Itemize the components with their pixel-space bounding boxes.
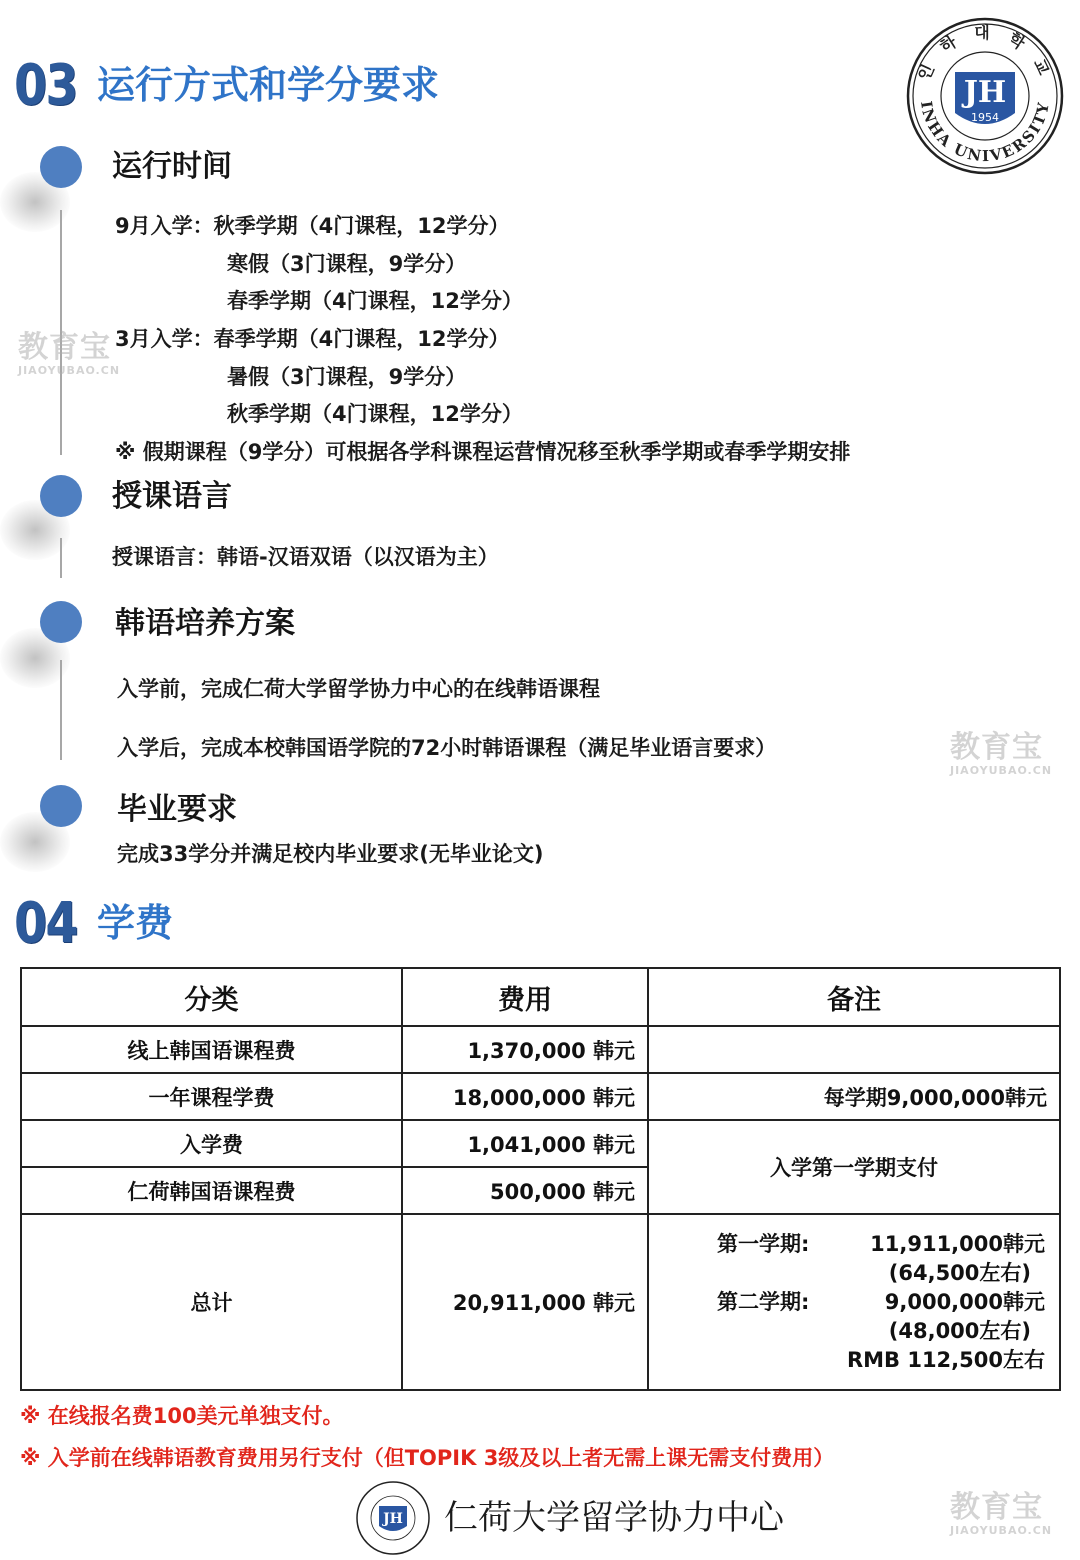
schedule-line: 春季学期（4门课程，12学分） [227,289,523,313]
bullet-icon [40,785,82,827]
header-category: 分类 [21,968,402,1026]
table-row [21,1120,1060,1167]
sem2-value: 9,000,000韩元 [884,1289,1045,1314]
schedule-note: ※ 假期课程（9学分）可根据各学科课程运营情况移至秋季学期或春季学期安排 [115,440,851,464]
sem1-rmb: (64,500左右) [888,1260,1031,1285]
korean-program-line: 入学前，完成仁荷大学留学协力中心的在线韩语课程 [117,677,600,701]
divider-line [60,660,62,760]
tuition-table [20,967,1061,1391]
cell-category: 入学费 [21,1120,402,1167]
korean-program-line: 入学后，完成本校韩国语学院的72小时韩语课程（满足毕业语言要求） [117,736,777,760]
sem1-label: 第一学期: [717,1231,810,1256]
graduation-heading: 毕业要求 [117,792,237,827]
footer-logo-emblem: JH [383,1511,403,1527]
korean-program-heading: 韩语培养方案 [115,606,295,641]
note-registration-fee: ※ 在线报名费100美元单独支付。 [20,1404,344,1428]
section-04-title: 学费 [97,901,174,945]
watermark-sub: JIAOYUBAO.CN [950,764,1053,777]
schedule-line: 9月入学：秋季学期（4门课程，12学分） [115,214,510,238]
schedule-line: 秋季学期（4门课程，12学分） [227,402,523,426]
total-note [648,1214,1060,1390]
logo-year: 1954 [971,111,999,124]
cell-category: 线上韩国语课程费 [21,1026,402,1073]
section-03-title: 运行方式和学分要求 [97,63,440,107]
sem2-rmb: (48,000左右) [888,1318,1031,1343]
cell-fee: 18,000,000 韩元 [402,1073,648,1120]
watermark-main: 教育宝 [18,330,111,365]
sem1-value: 11,911,000韩元 [870,1231,1045,1256]
sem2-label: 第二学期: [717,1289,810,1314]
language-text: 授课语言：韩语-汉语双语（以汉语为主） [112,545,499,569]
bullet-icon [40,475,82,517]
divider-line [60,538,62,578]
logo-ring-text: INHA UNIVERSITY [917,99,1054,166]
watermark-main: 教育宝 [950,1490,1043,1525]
schedule-line: 3月入学：春季学期（4门课程，12学分） [115,327,510,351]
footer-org-name: 仁荷大学留学协力中心 [444,1498,784,1538]
table-header-row [21,968,1060,1026]
cell-category: 仁荷韩国语课程费 [21,1167,402,1214]
watermark-sub: JIAOYUBAO.CN [950,1524,1053,1537]
footer-logo [355,1480,431,1556]
note-korean-course-fee: ※ 入学前在线韩语教育费用另行支付（但TOPIK 3级及以上者无需上课无需支付费用） [20,1446,835,1470]
watermark [950,730,1053,777]
watermark-sub: JIAOYUBAO.CN [18,364,121,377]
bullet-icon [40,146,82,188]
watermark [950,1490,1053,1537]
bullet-icon [40,601,82,643]
logo-emblem-text: JH [963,75,1007,110]
section-03-number: 03 [14,53,77,118]
schedule-line: 寒假（3门课程，9学分） [227,252,467,276]
watermark-main: 教育宝 [950,730,1043,765]
total-category: 总计 [21,1214,402,1390]
rmb-total: RMB 112,500左右 [846,1347,1045,1372]
total-fee: 20,911,000 韩元 [402,1214,648,1390]
watermark [18,330,121,377]
cell-fee: 1,370,000 韩元 [402,1026,648,1073]
schedule-heading: 运行时间 [112,149,232,184]
graduation-text: 完成33学分并满足校内毕业要求(无毕业论文) [117,842,544,866]
cell-fee: 500,000 韩元 [402,1167,648,1214]
cell-note: 入学第一学期支付 [648,1120,1060,1214]
header-note: 备注 [648,968,1060,1026]
table-row [21,1026,1060,1073]
table-row [21,1073,1060,1120]
cell-category: 一年课程学费 [21,1073,402,1120]
language-heading: 授课语言 [112,479,232,514]
table-total-row [21,1214,1060,1390]
cell-note: 每学期9,000,000韩元 [648,1073,1060,1120]
logo-korean-text: 인 하 대 학 교 [914,23,1056,84]
cell-note [648,1026,1060,1073]
section-04-number: 04 [14,891,77,956]
cell-fee: 1,041,000 韩元 [402,1120,648,1167]
university-logo [905,17,1065,175]
schedule-line: 暑假（3门课程，9学分） [227,365,467,389]
header-fee: 费用 [402,968,648,1026]
